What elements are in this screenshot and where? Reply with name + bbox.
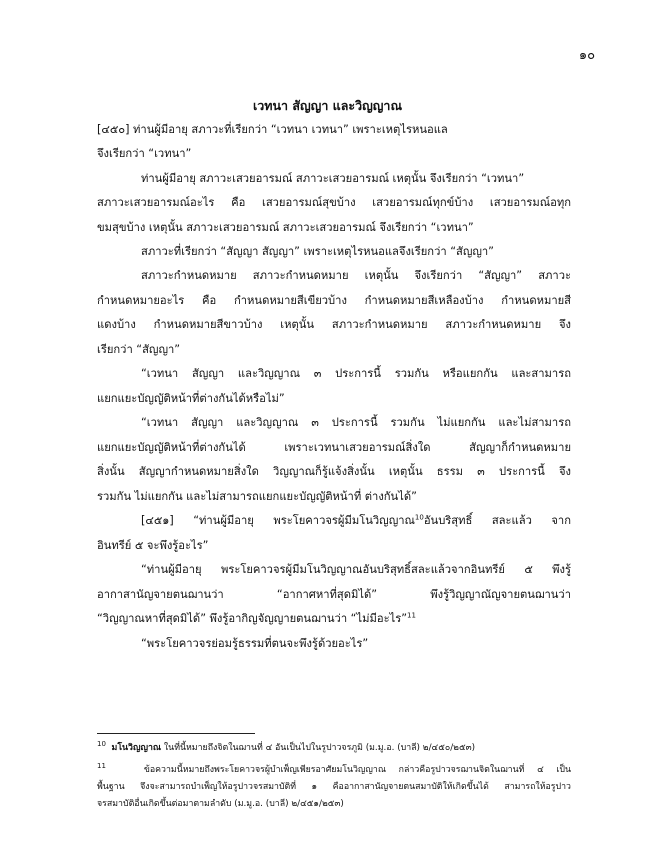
footnote-text: ข้อความนี้หมายถึงพระโยคาวจรผู้บำเพ็ญเพียรอาศัยมโนวิญญาณ กล่าวคือรูปาวจรฌานจิตในฌานที่ ๔ เป็น	[143, 765, 571, 775]
paragraph-line: สภาวะเสวยอารมณ์อะไร คือ เสวยอารมณ์สุขบ้าง เสวยอารมณ์ทุกข์บ้าง เสวยอารมณ์อทุก	[97, 196, 571, 209]
footnote-line: จรสมาบัติอื่นเกิดขึ้นต่อมาตามลำดับ (ม.มู.อ. (บาลี) ๒/๔๕๑/๒๕๓)	[97, 799, 344, 809]
paragraph-line: ขมสุขบ้าง เหตุนั้น สภาวะเสวยอารมณ์ สภาวะเสวยอารมณ์ จึงเรียกว่า “เวทนา”	[97, 221, 474, 234]
paragraph-line: “พระโยคาวจรย่อมรู้ธรรมที่ตนจะพึงรู้ด้วยอะไร”	[141, 637, 369, 650]
footnote-text: ในที่นี้หมายถึงจิตในฌานที่ ๔ อันเป็นไปในรูปาวจรภูมิ (ม.มู.อ. (บาลี) ๒/๔๕๐/๒๕๓)	[161, 743, 476, 753]
paragraph-line: “เวทนา สัญญา และวิญญาณ ๓ ประการนี้ รวมกัน ไม่แยกกัน และไม่สามารถ	[141, 416, 571, 429]
paragraph-line: เรียกว่า “สัญญา”	[97, 343, 181, 356]
paragraph-line: แดงบ้าง กำหนดหมายสีขาวบ้าง เหตุนั้น สภาวะกำหนดหมาย สภาวะกำหนดหมาย จึง	[97, 318, 571, 331]
paragraph-line: ท่านผู้มีอายุ สภาวะเสวยอารมณ์ สภาวะเสวยอารมณ์ เหตุนั้น จึงเรียกว่า “เวทนา”	[141, 172, 525, 185]
paragraph-line: “เวทนา สัญญา และวิญญาณ ๓ ประการนี้ รวมกัน หรือแยกกัน และสามารถ	[141, 367, 571, 380]
footnote-term: มโนวิญญาณ	[111, 743, 162, 753]
footnote-ref[interactable]: 11	[407, 611, 416, 620]
footnote-number: 10	[97, 740, 106, 749]
page-number: ๑๐	[578, 48, 595, 63]
line-segment: อันบริสุทธิ์ สละแล้ว จาก	[423, 514, 571, 527]
paragraph-line: อากาสานัญจายตนฌานว่า “อากาศหาที่สุดมิได้” พึงรู้วิญญาณัญจายตนฌานว่า	[97, 588, 571, 601]
paragraph-line: จึงเรียกว่า “เวทนา”	[97, 147, 192, 160]
footnote	[97, 764, 571, 777]
footnote-line: พื้นฐาน จึงจะสามารถบำเพ็ญให้อรูปาวจรสมาบัติที่ ๑ คืออากาสานัญจายตนสมาบัติให้เกิดขึ้นได้ สามารถให้อรูปาว	[97, 782, 571, 792]
paragraph-line: อินทรีย์ ๕ จะพึงรู้อะไร”	[97, 539, 209, 552]
footnote-divider	[97, 733, 255, 734]
paragraph-line: [๔๕๐] ท่านผู้มีอายุ สภาวะที่เรียกว่า “เวทนา เวทนา” เพราะเหตุไรหนอแล	[97, 123, 448, 136]
footnote	[97, 742, 571, 755]
line-segment: [๔๕๑] “ท่านผู้มีอายุ พระโยคาวจรผู้มีมโนวิญญาณ	[141, 514, 415, 527]
footnote-ref[interactable]: 10	[414, 513, 424, 522]
paragraph-line	[141, 513, 571, 529]
footnote-number: 11	[97, 762, 106, 771]
paragraph-line: “ท่านผู้มีอายุ พระโยคาวจรผู้มีมโนวิญญาณอันบริสุทธิ์สละแล้วจากอินทรีย์ ๕ พึงรู้	[141, 563, 571, 576]
line-segment: “วิญญาณหาที่สุดมิได้” พึงรู้อากิญจัญญายตนฌานว่า “ไม่มีอะไร”	[97, 612, 408, 625]
paragraph-line: รวมกัน ไม่แยกกัน และไม่สามารถแยกแยะบัญญัติหน้าที่ ต่างกันได้”	[97, 490, 417, 503]
paragraph-line: สิ่งนั้น สัญญากำหนดหมายสิ่งใด วิญญาณก็รู้แจ้งสิ่งนั้น เหตุนั้น ธรรม ๓ ประการนี้ จึง	[97, 465, 571, 478]
paragraph-line: แยกแยะบัญญัติหน้าที่ต่างกันได้หรือไม่”	[97, 392, 285, 405]
section-title: เวทนา สัญญา และวิญญาณ	[252, 98, 403, 113]
paragraph-line: สภาวะที่เรียกว่า “สัญญา สัญญา” เพราะเหตุไรหนอแลจึงเรียกว่า “สัญญา”	[141, 245, 494, 258]
paragraph-line	[97, 611, 571, 627]
paragraph-line: สภาวะกำหนดหมาย สภาวะกำหนดหมาย เหตุนั้น จึงเรียกว่า “สัญญา” สภาวะ	[141, 269, 571, 282]
paragraph-line: กำหนดหมายอะไร คือ กำหนดหมายสีเขียวบ้าง กำหนดหมายสีเหลืองบ้าง กำหนดหมายสี	[97, 294, 571, 307]
paragraph-line: แยกแยะบัญญัติหน้าที่ต่างกันได้ เพราะเวทนาเสวยอารมณ์สิ่งใด สัญญาก็กำหนดหมาย	[97, 441, 571, 454]
